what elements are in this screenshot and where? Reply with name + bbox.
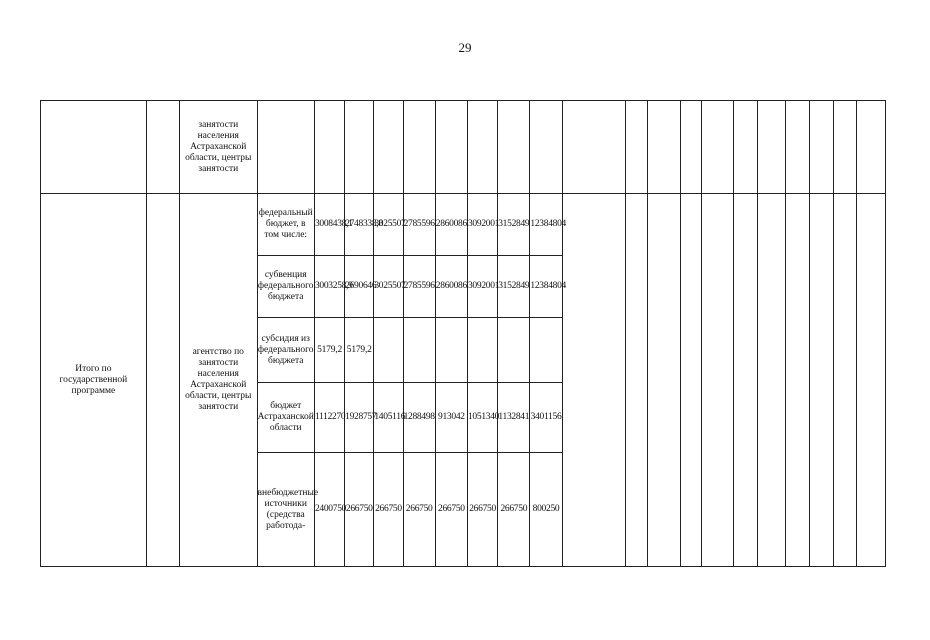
cell-empty: [146, 101, 179, 194]
value-cell: 3092001: [467, 256, 497, 318]
value-cell: 3025507: [374, 256, 403, 318]
value-cell: [374, 318, 403, 383]
value-cell: [435, 318, 467, 383]
value-cell: [530, 318, 562, 383]
cell-empty: [257, 101, 314, 194]
value-cell: 1405116: [374, 383, 403, 453]
value-cell: 2400750: [314, 453, 344, 567]
program-title-cell: Итого по государственной программе: [41, 194, 147, 567]
value-cell: 5179,2: [314, 318, 344, 383]
cell-empty: [146, 194, 179, 567]
value-cell: 266750: [345, 453, 374, 567]
value-cell: 5179,2: [345, 318, 374, 383]
cell-empty: [41, 101, 147, 194]
page-number: 29: [458, 40, 472, 55]
program-table: [40, 100, 886, 567]
value-cell: 1288498: [403, 383, 435, 453]
value-cell: 3025507: [374, 194, 403, 256]
table-row: [41, 194, 886, 256]
value-cell: 3152849: [498, 256, 530, 318]
value-cell: 3008438,1: [314, 194, 344, 256]
funding-source: внебюджетные источники (средства работода-: [257, 453, 314, 567]
value-cell: 266750: [403, 453, 435, 567]
value-cell: 3092001: [467, 194, 497, 256]
value-cell: 1928757: [345, 383, 374, 453]
value-cell: 266750: [467, 453, 497, 567]
funding-source: бюджет Астраханской области: [257, 383, 314, 453]
responsible-cell-top: занятости населения Астраханской области, центры занятости: [179, 101, 257, 194]
value-cell: 3401156: [530, 383, 562, 453]
value-cell: 266750: [435, 453, 467, 567]
value-cell: 12384804: [530, 194, 562, 256]
cell-empty: [562, 194, 625, 567]
value-cell: 800250: [530, 453, 562, 567]
value-cell: 3003258,9: [314, 256, 344, 318]
funding-source: субвенция федерального бюджета: [257, 256, 314, 318]
funding-source: федеральный бюджет, в том числе:: [257, 194, 314, 256]
value-cell: 913042: [435, 383, 467, 453]
value-cell: 266750: [374, 453, 403, 567]
table-row: [41, 101, 886, 194]
value-cell: [403, 318, 435, 383]
value-cell: 2748338,8: [345, 194, 374, 256]
value-cell: 2860086: [435, 194, 467, 256]
value-cell: 1051340: [467, 383, 497, 453]
value-cell: 2785596: [403, 194, 435, 256]
responsible-cell: агентство по занятости населения Астраханской области, центры занятости: [179, 194, 257, 567]
value-cell: [498, 318, 530, 383]
funding-source: субсидия из федерального бюджета: [257, 318, 314, 383]
value-cell: 1112270: [314, 383, 344, 453]
value-cell: [467, 318, 497, 383]
value-cell: 3152849: [498, 194, 530, 256]
value-cell: 266750: [498, 453, 530, 567]
value-cell: 2860086: [435, 256, 467, 318]
value-cell: 2785596: [403, 256, 435, 318]
value-cell: 12384804: [530, 256, 562, 318]
value-cell: 2690646: [345, 256, 374, 318]
value-cell: 1132841: [498, 383, 530, 453]
